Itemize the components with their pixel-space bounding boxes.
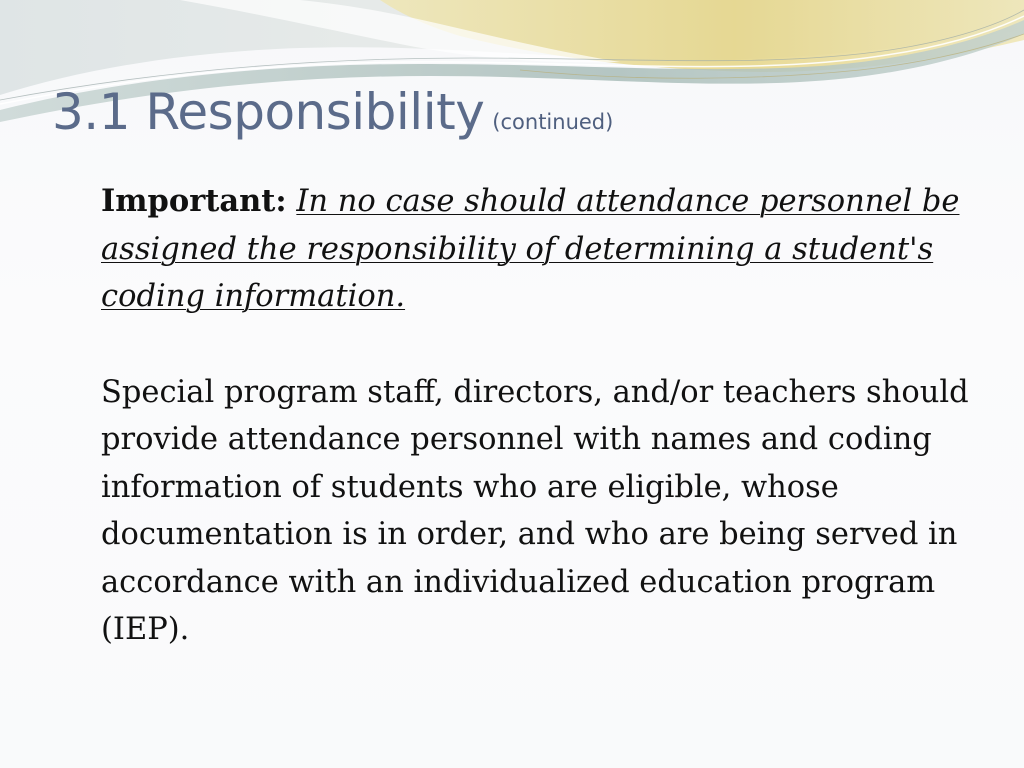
title-continued-note: (continued) bbox=[492, 110, 614, 134]
body-paragraph: Special program staff, directors, and/or teachers should provide attendance personnel with names and coding information of students who are eligible, whose documentation is in order, and who are being served in accordance with an individualized education program (IEP). bbox=[101, 374, 969, 647]
slide-content bbox=[101, 178, 991, 654]
important-statement: In no case should attendance personnel be assigned the responsibility of determining a student's coding information. bbox=[101, 184, 960, 314]
important-paragraph bbox=[101, 178, 991, 321]
title-main: 3.1 Responsibility bbox=[52, 83, 485, 141]
important-label: Important: bbox=[101, 183, 287, 219]
slide-title bbox=[52, 82, 613, 142]
